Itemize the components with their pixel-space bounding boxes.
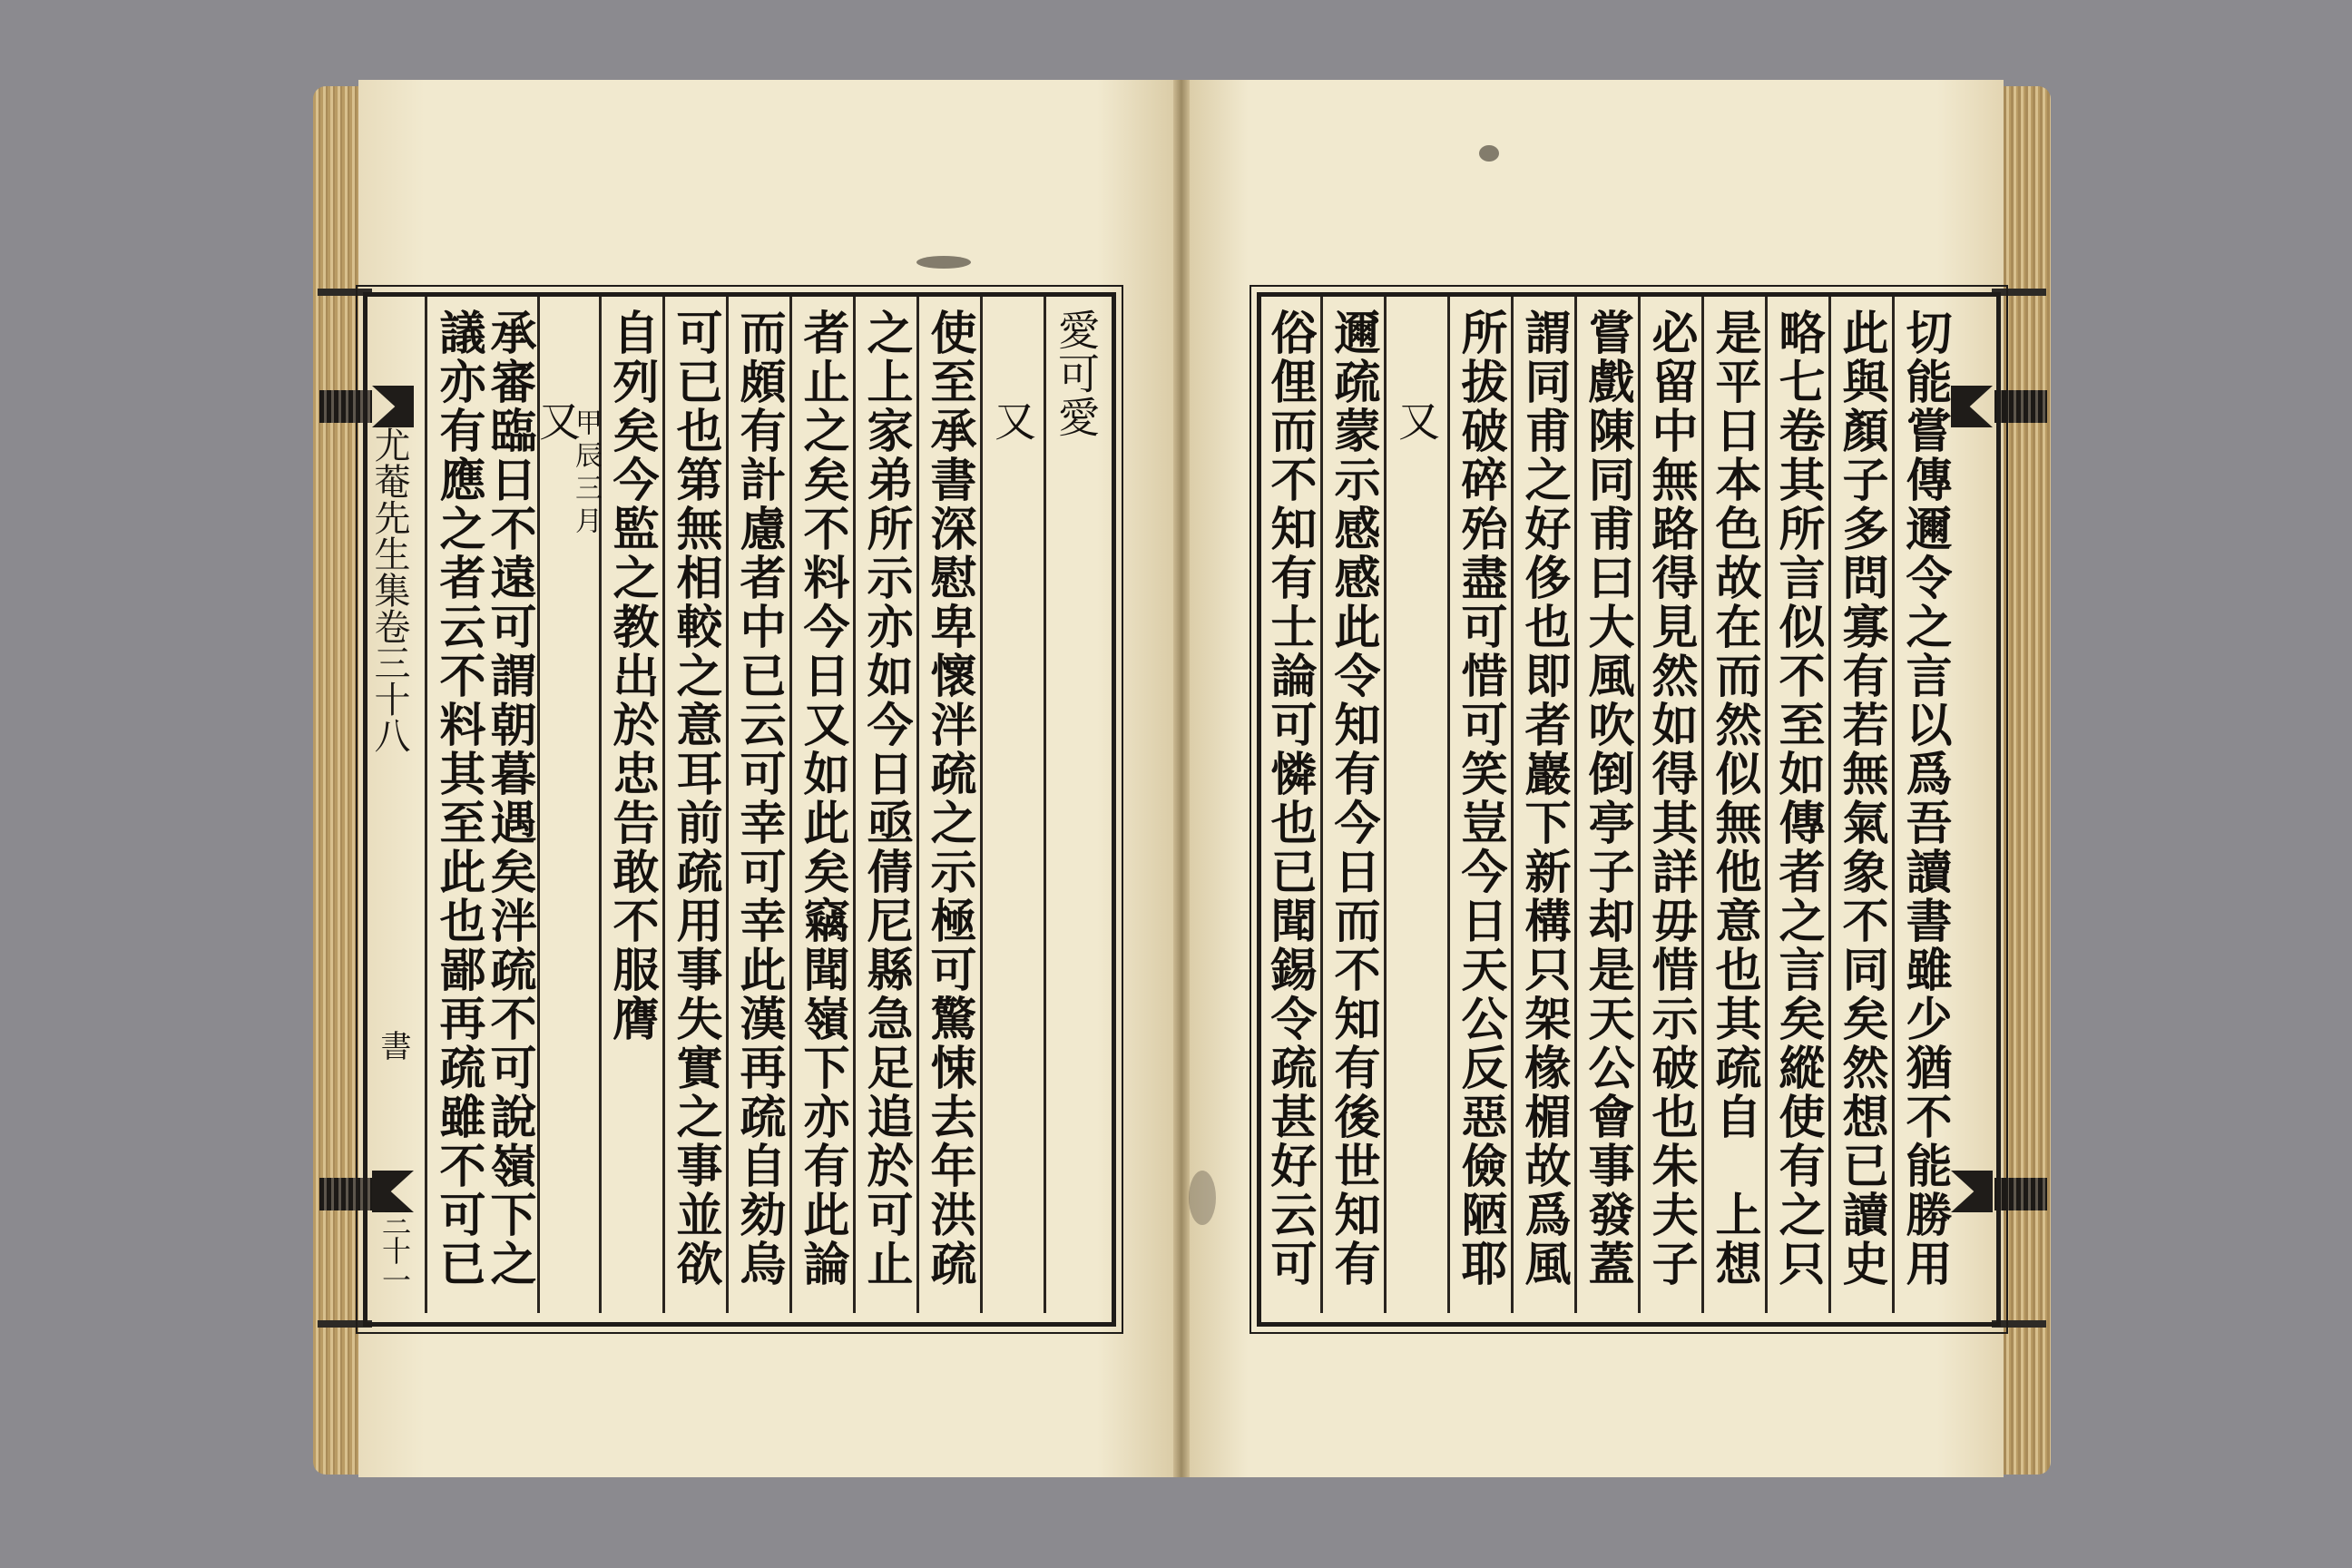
column-rule [1447, 297, 1450, 1313]
column-rule [1044, 297, 1046, 1313]
binding-knot [1994, 390, 2047, 423]
text-column: 必留中無路得見然如得其詳毋惜示破也朱夫子 [1643, 309, 1698, 1289]
column-rule [1320, 297, 1323, 1313]
text-column: 自列矣今監之教出於忠告敢不服膺 [604, 309, 659, 1044]
text-column: 可已也第無相較之意耳前疏用事失實之事並欲 [668, 309, 722, 1289]
text-column: 又 [988, 399, 1037, 443]
column-rule [853, 297, 856, 1313]
text-column: 謂同甫之好侈也即者巖下新構只架椽楣故爲風 [1516, 309, 1571, 1289]
text-column: 是平日本色故在而然似無他意也其疏自 上想 [1707, 309, 1761, 1289]
column-rule [789, 297, 792, 1313]
column-rule [425, 297, 427, 1313]
date-note: 甲辰三月 [570, 408, 602, 539]
text-column: 使至承書深慰卑懷泮疏之示極可驚悚去年洪疏 [922, 309, 976, 1289]
book-title: 尤菴先生集卷三十八 [368, 426, 410, 753]
text-column: 承審臨日不遠可謂朝暮遇矣泮疏不可說嶺下之 [482, 309, 536, 1289]
book-gutter [1173, 80, 1190, 1477]
column-rule [916, 297, 919, 1313]
column-rule [1765, 297, 1768, 1313]
column-rule [1511, 297, 1514, 1313]
ink-smudge [916, 256, 971, 269]
text-column: 議亦有應之者云不料其至此也鄙再疏雖不可已 [431, 309, 485, 1289]
binding-knot [1994, 1178, 2047, 1210]
column-rule [1828, 297, 1831, 1313]
text-column: 俗俚而不知有士論可憐也已聞錫令疏甚好云可 [1262, 309, 1317, 1289]
text-column: 所拔破碎殆盡可惜可笑豈今日天公反惡儉陋耶 [1453, 309, 1507, 1289]
text-column: 而頗有計慮者中已云可幸可幸此漢再疏自劾烏 [731, 309, 786, 1289]
ink-smudge [1479, 145, 1499, 162]
text-column: 此與顏子多問寡有若無氣象不同矣然想已讀史 [1834, 309, 1888, 1289]
text-column: 切能嘗傳邇令之言以爲吾讀書雖少猶不能勝用 [1897, 309, 1952, 1289]
text-column: 略七卷其所言似不至如傳者之言矣縱使有之只 [1770, 309, 1825, 1289]
column-rule [726, 297, 729, 1313]
text-column: 又 [533, 399, 582, 443]
text-column: 愛可愛 [1052, 309, 1101, 439]
column-rule [1892, 297, 1895, 1313]
page-number: 三十一 [377, 1207, 412, 1294]
column-rule [1384, 297, 1387, 1313]
text-column: 嘗戲陳同甫曰大風吹倒亭子却是天公會事發蓋 [1580, 309, 1634, 1289]
column-rule [1701, 297, 1704, 1313]
column-rule [537, 297, 540, 1313]
text-column: 邇疏蒙示感感此令知有今日而不知有後世知有 [1326, 309, 1380, 1289]
ink-smudge [1189, 1171, 1216, 1225]
column-rule [980, 297, 983, 1313]
text-column: 者止之矣不料今日又如此矣竊聞嶺下亦有此論 [795, 309, 849, 1289]
text-column: 之上家弟所示亦如今日亟倩尼縣急足追於可止 [858, 309, 913, 1289]
column-rule [1638, 297, 1641, 1313]
chapter-label: 書 [375, 1030, 411, 1061]
column-rule [662, 297, 665, 1313]
column-rule [1574, 297, 1577, 1313]
text-column: 又 [1392, 399, 1441, 443]
